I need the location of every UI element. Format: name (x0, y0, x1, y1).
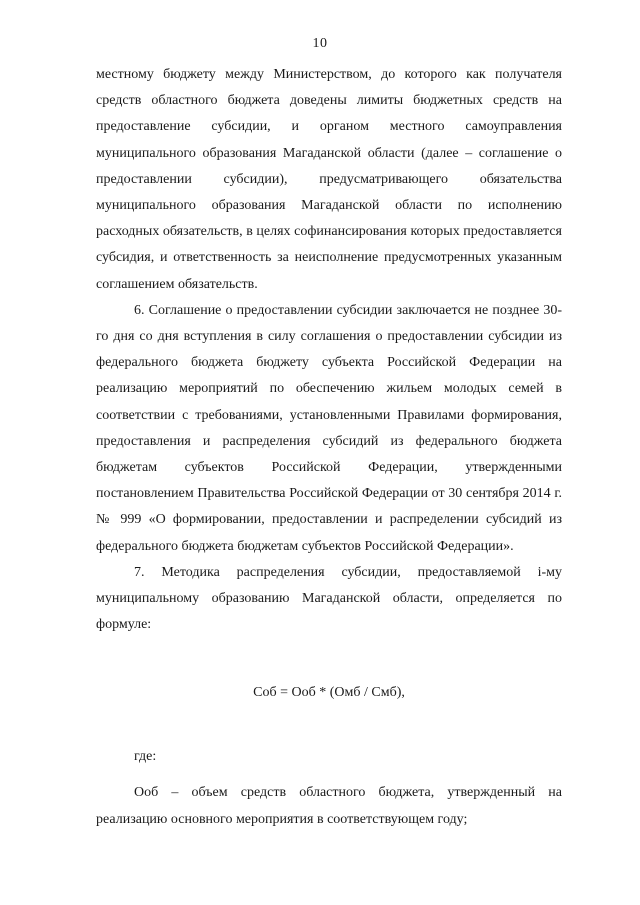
where-label: где: (134, 749, 157, 765)
page-number: 10 (312, 36, 328, 51)
definition-oob: Ооб – объем средств областного бюджета, утвержденный на реализацию основного мероприятия в соответствующем году; (96, 785, 562, 827)
formula: Cоб = Оoб * (Омб / Смб), (253, 685, 405, 701)
paragraph-item-6: 6. Соглашение о предоставлении субсидии заключается не позднее 30-го дня со дня вступления в силу соглашения о предоставлении субсидии из федерального бюджета бюджету субъекта Российской Федерации на реализацию мероприятий по обеспечению жильем молодых семей в соответствии с требованиями, установленными Правилами формирования, предоставления и распределения субсидий из федерального бюджета бюджетам субъектов Российской Федерации, утвержденными постановлением Правительства Российской Федерации от 30 сентября 2014 г. № 999 «О формировании, предоставлении и распределении субсидий из федерального бюджета бюджетам субъектов Российской Федерации». (96, 302, 562, 554)
paragraph-continuation: местному бюджету между Министерством, до которого как получателя средств областного бюджета доведены лимиты бюджетных средств на предоставление субсидии, и органом местного самоуправления муниципального образования Магаданской области (далее – соглашение о предоставлении субсидии), предусматривающего обязательства муниципального образования Магаданской области по исполнению расходных обязательств, в целях софинансирования которых предоставляется субсидия, и ответственность за неисполнение предусмотренных указанным соглашением обязательств. (96, 67, 562, 292)
document-body (96, 62, 562, 833)
paragraph-item-7: 7. Методика распределения субсидии, предоставляемой i-му муниципальному образованию Магаданской области, определяется по формуле: (96, 564, 562, 633)
